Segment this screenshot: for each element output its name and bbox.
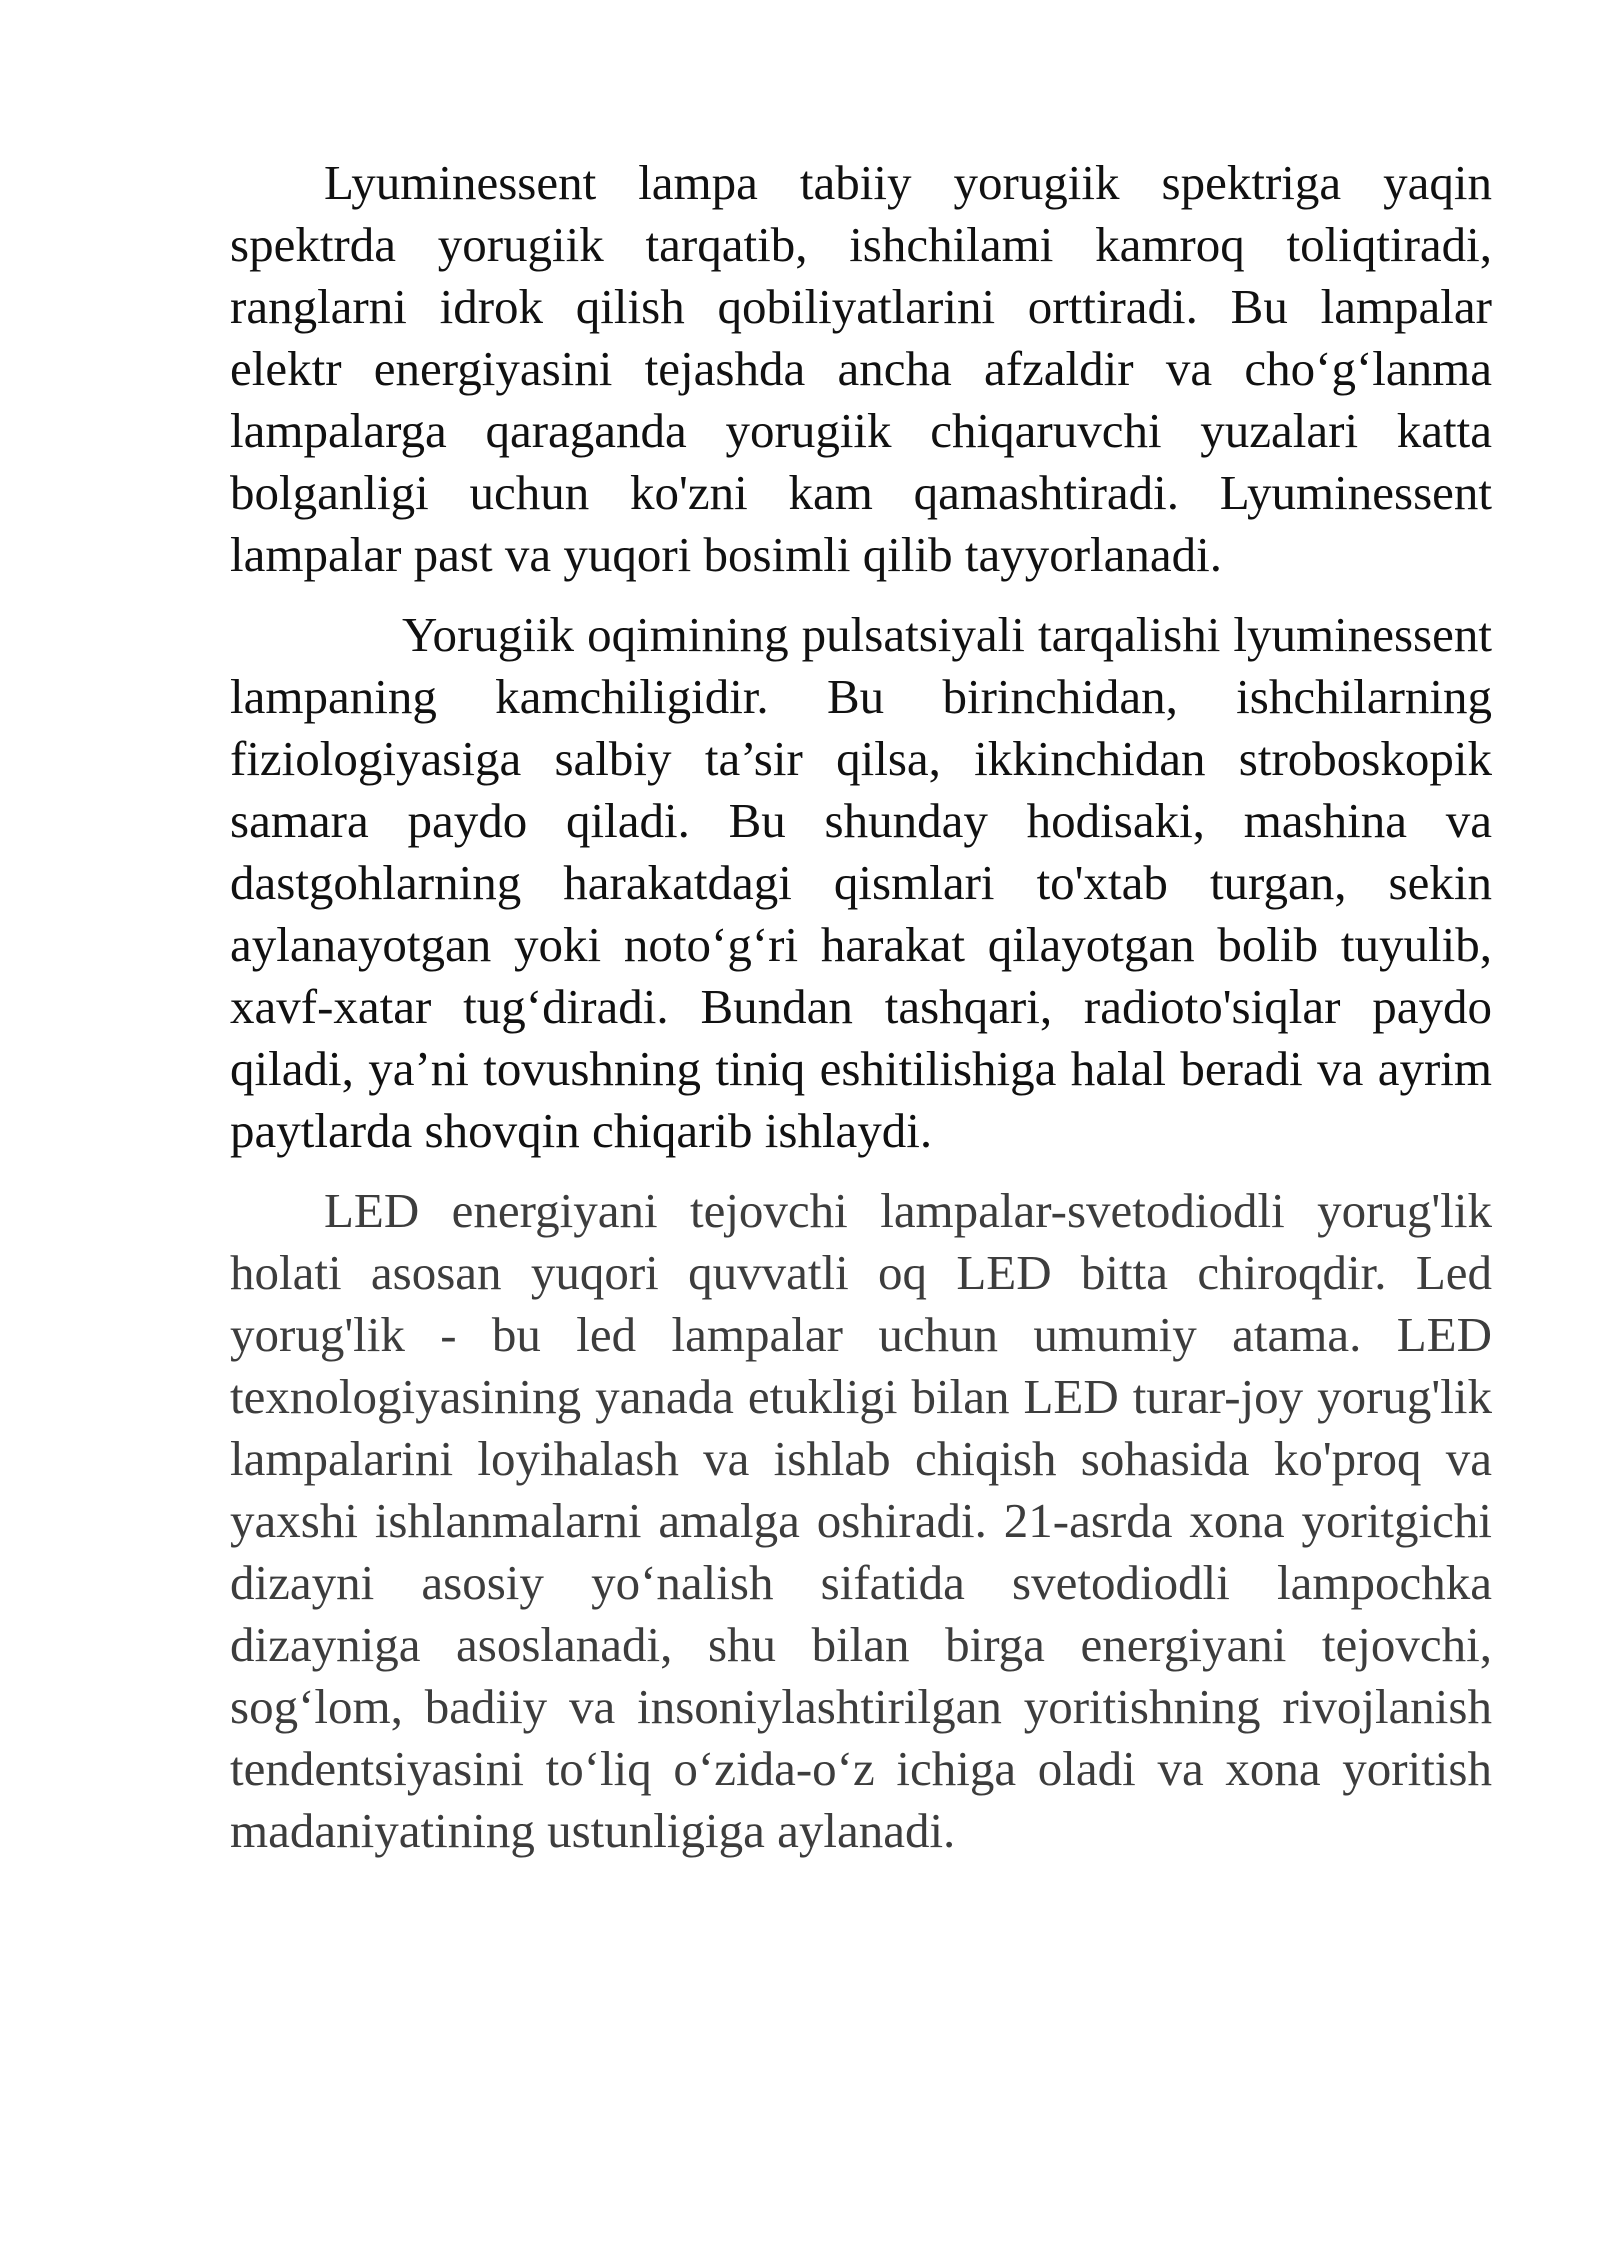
paragraph-fluorescent-lamp: Lyuminessent lampa tabiiy yorugiik spektriga yaqin spektrda yorugiik tarqatib, ishchilami kamroq toliqtiradi, ranglarni idrok qilish qobiliyatlarini orttiradi. Bu lampalar elektr energiyasini tejashda ancha afzaldir va cho‘g‘lanma lampalarga qaraganda yorugiik chiqaruvchi yuzalari katta bolganligi uchun ko'zni kam qamashtiradi. Lyuminessent lampalar past va yuqori bosimli qilib tayyorlanadi.	[230, 155, 1492, 582]
paragraph-led-lamps: LED energiyani tejovchi lampalar-svetodiodli yorug'lik holati asosan yuqori quvvatli oq LED bitta chiroqdir. Led yorug'lik - bu led lampalar uchun umumiy atama. LED texnologiyasining yanada etukligi bilan LED turar-joy yorug'lik lampalarini loyihalash va ishlab chiqish sohasida ko'proq va yaxshi ishlanmalarni amalga oshiradi. 21-asrda xona yoritgichi dizayni asosiy yo‘nalish sifatida svetodiodli lampochka dizayniga asoslanadi, shu bilan birga energiyani tejovchi, sog‘lom, badiiy va insoniylashtirilgan yoritishning rivojlanish tendentsiyasini to‘liq o‘zida-o‘z ichiga oladi va xona yoritish madaniyatining ustunligiga aylanadi.	[230, 1183, 1492, 1858]
paragraph-light-pulsation: Yorugiik oqimining pulsatsiyali tarqalishi lyuminessent lampaning kamchiligidir. Bu birinchidan, ishchilarning fiziologiyasiga salbiy ta’sir qilsa, ikkinchidan stroboskopik samara paydo qiladi. Bu shunday hodisaki, mashina va dastgohlarning harakatdagi qismlari to'xtab turgan, sekin aylanayotgan yoki noto‘g‘ri harakat qilayotgan bolib tuyulib, xavf-xatar tug‘diradi. Bundan tashqari, radioto'siqlar paydo qiladi, ya’ni tovushning tiniq eshitilishiga halal beradi va ayrim paytlarda shovqin chiqarib ishlaydi.	[230, 607, 1492, 1158]
document-page	[230, 152, 1492, 1880]
